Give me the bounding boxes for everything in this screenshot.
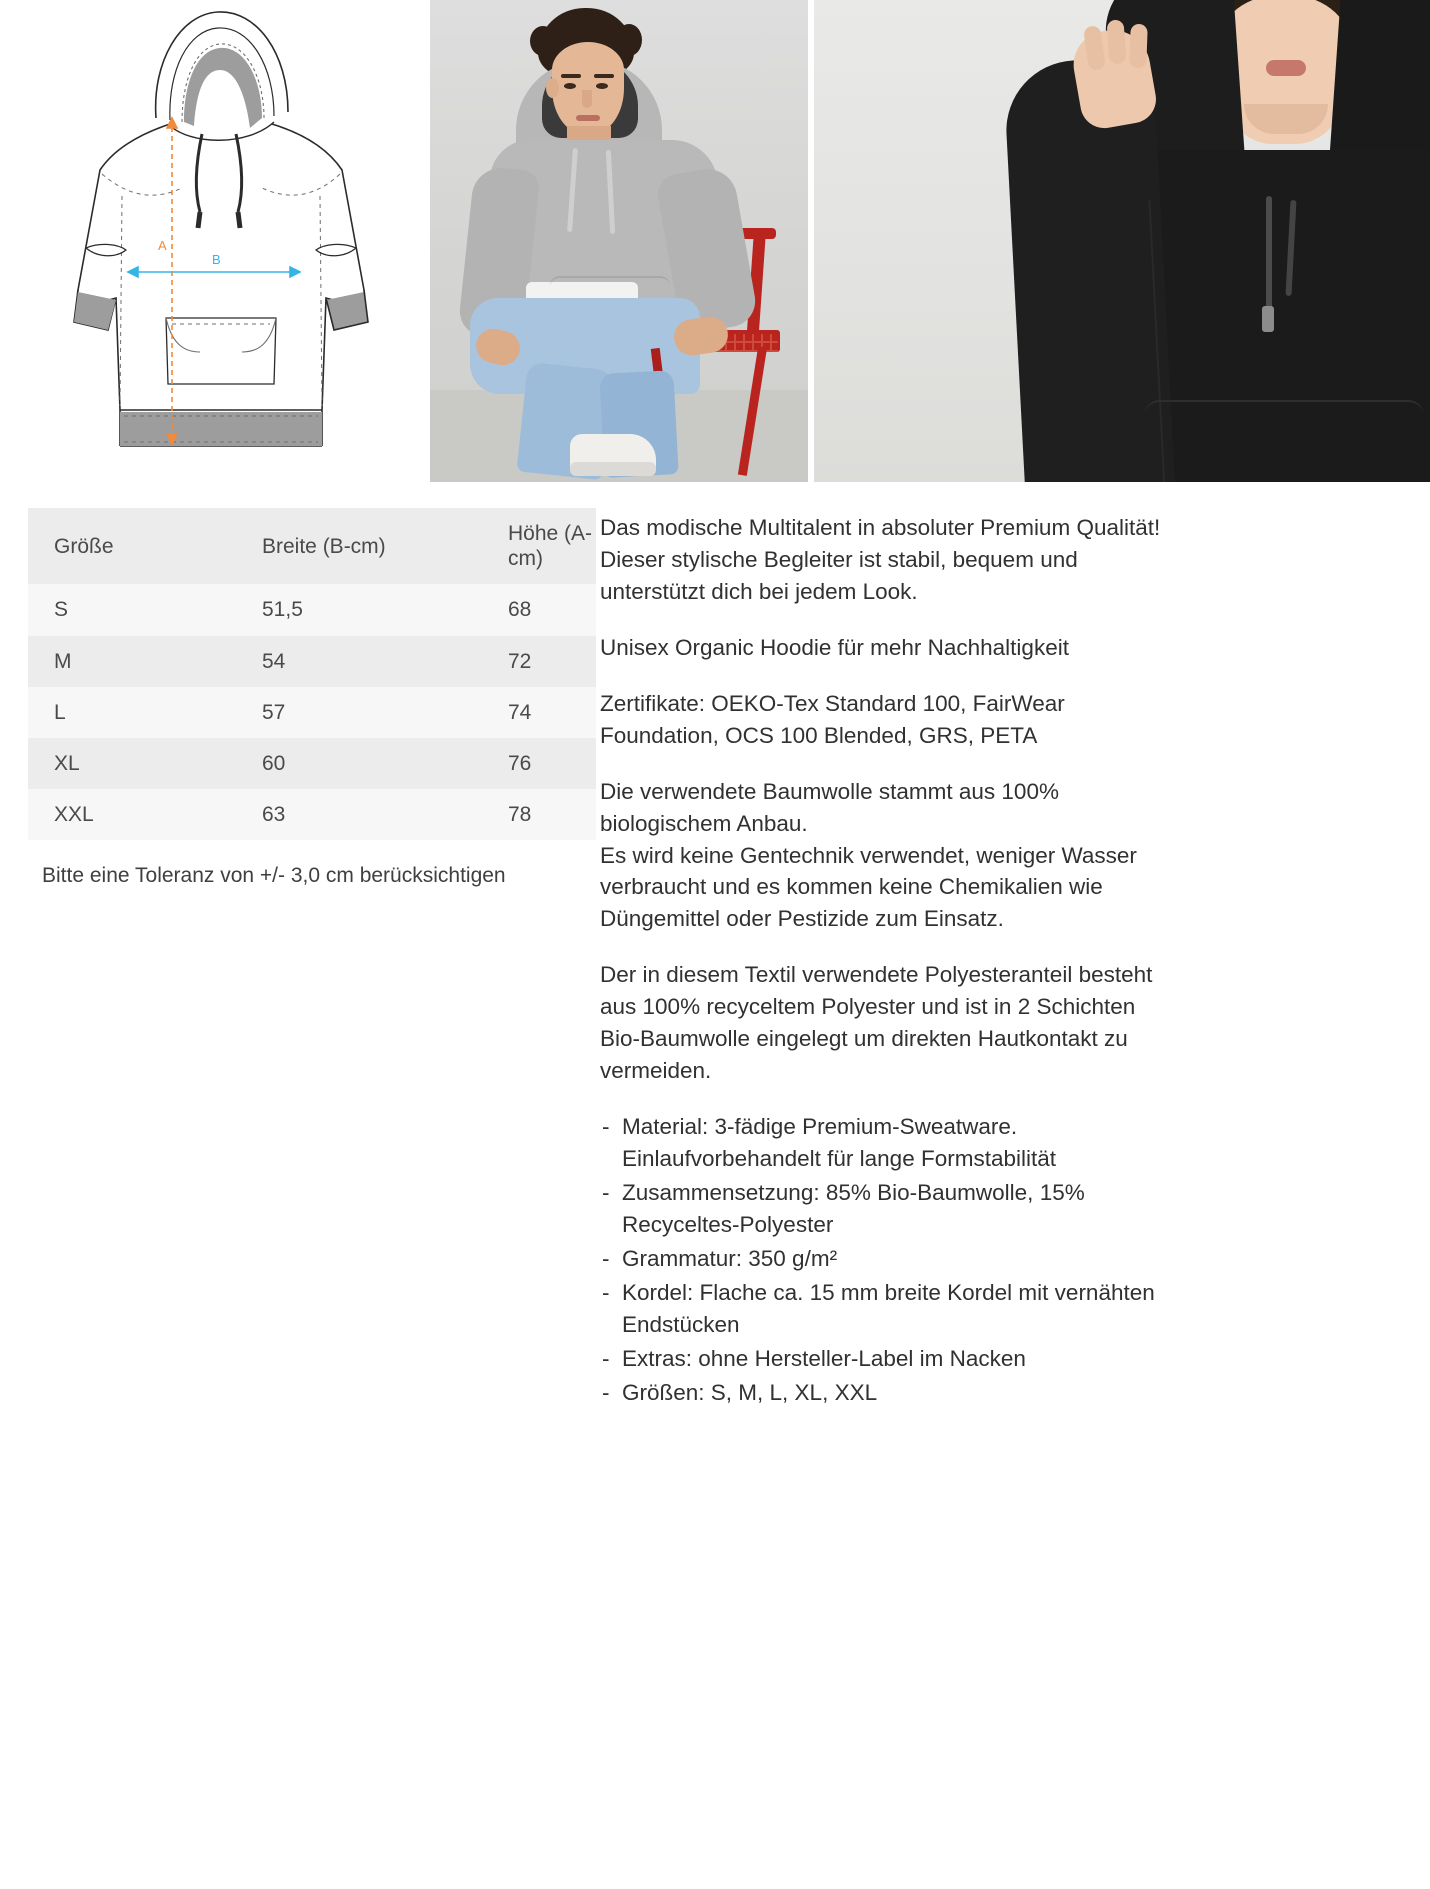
measure-label-b: B: [212, 252, 221, 267]
model-lips: [1266, 60, 1306, 76]
hoodie-cord-tip: [1262, 306, 1274, 332]
list-item: - Kordel: Flache ca. 15 mm breite Kordel mit vernähten Endstücken: [600, 1277, 1180, 1341]
cell-height: 74: [508, 700, 532, 724]
table-row: [28, 687, 596, 738]
hoodie-drawcord: [1266, 196, 1272, 312]
size-table-header-row: [28, 508, 596, 584]
model-eye: [564, 83, 576, 89]
cell-height: 68: [508, 598, 532, 622]
cell-size: M: [54, 649, 72, 673]
cell-height: 76: [508, 751, 532, 775]
description-paragraph-unisex: Unisex Organic Hoodie für mehr Nachhaltigkeit: [600, 634, 1069, 660]
cell-width: 60: [262, 751, 286, 775]
size-table-body: [28, 584, 596, 840]
description-paragraph-cotton-origin: Die verwendete Baumwolle stammt aus 100% biologischem Anbau.: [600, 778, 1059, 836]
description-paragraph-no-gmo: Es wird keine Gentechnik verwendet, weniger Wasser verbraucht und es kommen keine Chemikalien wie Düngemittel oder Pestizide zum Einsatz.: [600, 842, 1137, 932]
cell-size: L: [54, 700, 66, 724]
list-item: - Extras: ohne Hersteller-Label im Nacken: [600, 1343, 1180, 1375]
table-row: [28, 584, 596, 635]
cell-size: XL: [54, 751, 80, 775]
cell-width: 54: [262, 649, 286, 673]
cell-size: XXL: [54, 803, 94, 827]
measure-label-a: A: [158, 238, 167, 253]
size-table-header-hoehe: Höhe (A-cm): [508, 522, 593, 571]
list-item: - Grammatur: 350 g/m²: [600, 1243, 1180, 1275]
model-shoe-sole: [570, 462, 656, 476]
cell-width: 57: [262, 700, 286, 724]
model-hair-curl: [616, 24, 642, 56]
description-paragraph-certificates: Zertifikate: OEKO-Tex Standard 100, FairWear Foundation, OCS 100 Blended, GRS, PETA: [600, 690, 1065, 748]
cell-width: 51,5: [262, 598, 303, 622]
size-table-header-groesse: Größe: [54, 534, 114, 558]
description-paragraph-intro: Das modische Multitalent in absoluter Premium Qualität! Dieser stylische Begleiter ist stabil, bequem und unterstützt dich bei jedem Look.: [600, 515, 1161, 604]
list-item: - Material: 3-fädige Premium-Sweatware. Einlaufvorbehandelt für lange Formstabilität: [600, 1111, 1180, 1175]
size-chart-column: [0, 482, 600, 1411]
technical-drawing-cell: [0, 0, 430, 482]
list-item: - Zusammensetzung: 85% Bio-Baumwolle, 15% Recyceltes-Polyester: [600, 1177, 1180, 1241]
model-eyebrow: [561, 74, 581, 78]
model-nose: [582, 90, 592, 108]
size-table-head: [28, 508, 596, 584]
description-column: [600, 482, 1430, 1411]
size-table: [28, 508, 596, 840]
hoodie-kangaroo-pocket: [1144, 400, 1424, 482]
cell-height: 78: [508, 803, 532, 827]
model-mouth: [576, 115, 600, 121]
tolerance-note: Bitte eine Toleranz von +/- 3,0 cm berücksichtigen: [42, 864, 506, 888]
table-row: [28, 789, 596, 840]
product-image-row: [0, 0, 1430, 482]
model-finger: [1106, 19, 1126, 64]
model-eyebrow: [594, 74, 614, 78]
hoodie-technical-drawing: [60, 0, 390, 482]
product-photo-black-hoodie: [814, 0, 1430, 482]
model-eye: [596, 83, 608, 89]
size-table-header-breite: Breite (B-cm): [262, 534, 386, 558]
model-hair-curl: [530, 26, 556, 56]
product-details-section: [0, 482, 1430, 1411]
description-paragraph-polyester: Der in diesem Textil verwendete Polyesteranteil besteht aus 100% recyceltem Polyester und ist in 2 Schichten Bio-Baumwolle eingelegt um direkten Hautkontakt zu vermeiden.: [600, 962, 1153, 1084]
table-row: [28, 738, 596, 789]
model-ear: [546, 78, 559, 98]
cell-height: 72: [508, 649, 532, 673]
table-row: [28, 636, 596, 687]
description-bullet-list: [600, 1111, 1180, 1408]
cell-size: S: [54, 598, 69, 622]
cell-width: 63: [262, 803, 286, 827]
list-item: - Größen: S, M, L, XL, XXL: [600, 1377, 1180, 1409]
product-photo-grey-hoodie: [430, 0, 808, 482]
model-finger: [1129, 24, 1148, 69]
